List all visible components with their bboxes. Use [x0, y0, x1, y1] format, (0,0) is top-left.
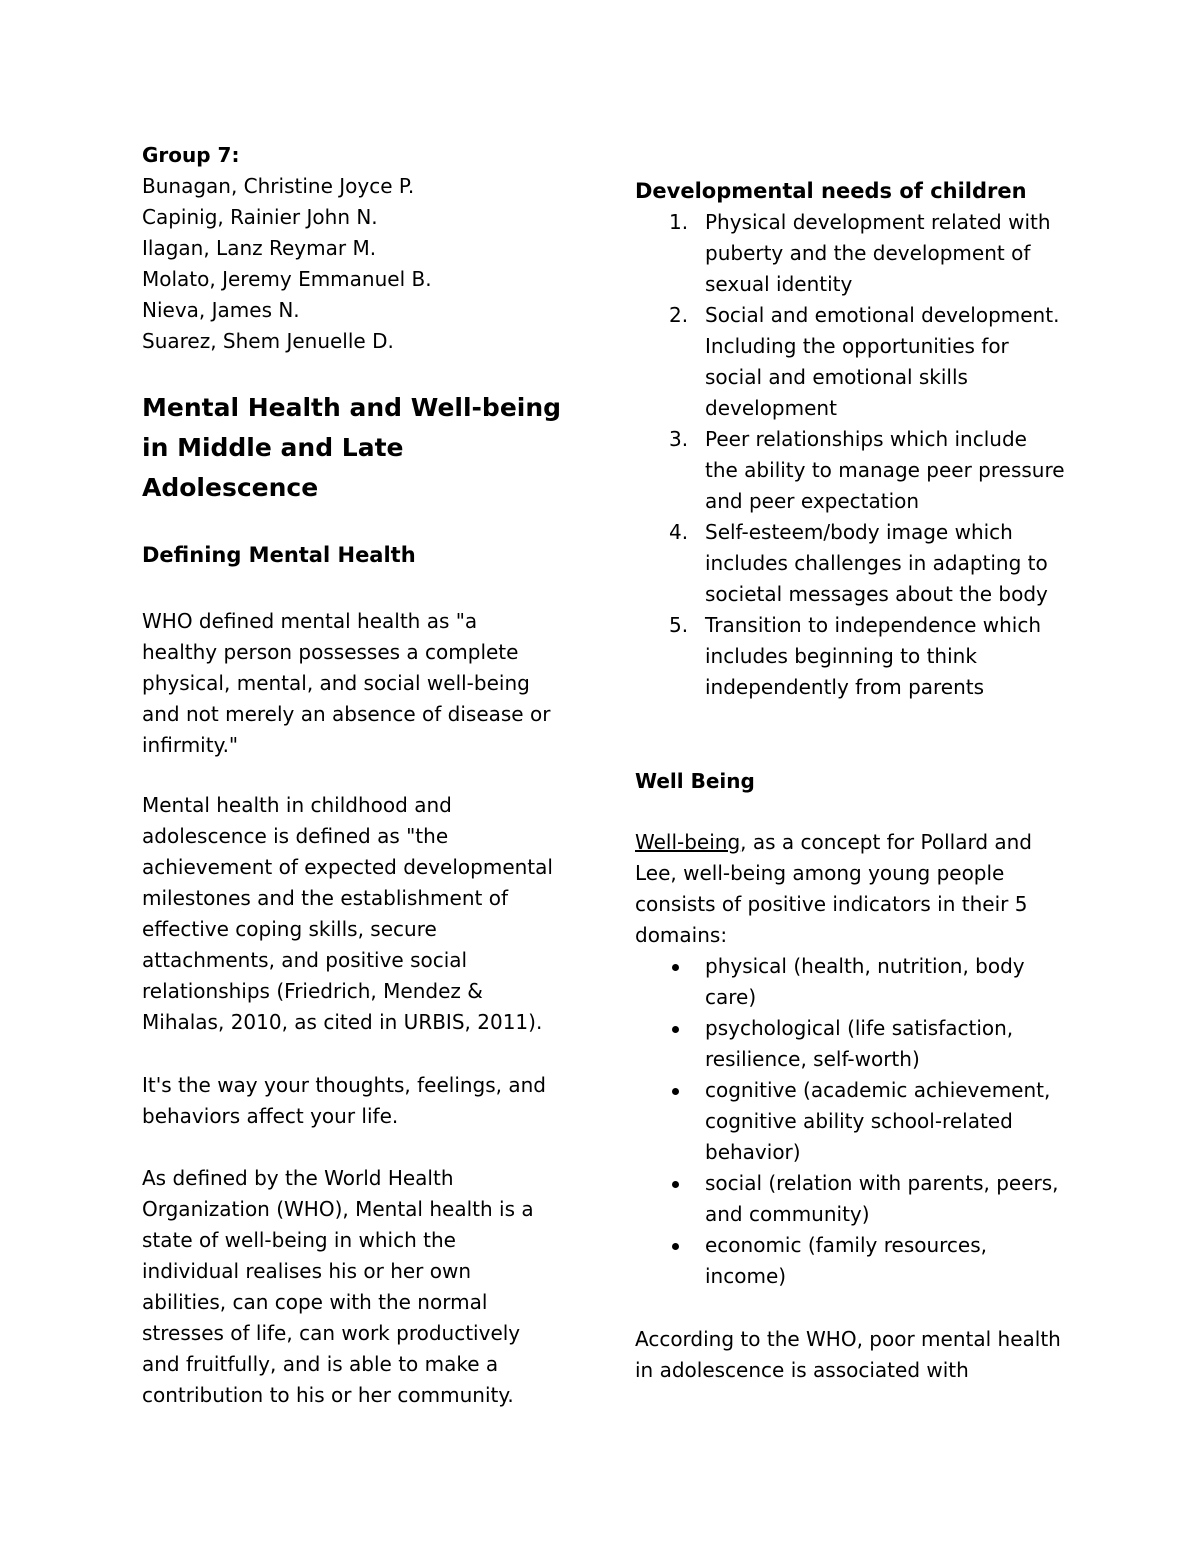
document-title-line: Mental Health and Well-being	[142, 393, 562, 422]
list-item-text: social (relation with parents, peers, and community)	[705, 1171, 1059, 1226]
group-block	[142, 140, 572, 357]
well-being-intro-text: , as a concept for Pollard and Lee, well-being among young people consists of positive indicators in their 5 domains:	[635, 830, 1032, 947]
list-item-text: Social and emotional development. Including the opportunities for social and emotional skills development	[705, 303, 1060, 420]
group-title: Group 7:	[142, 143, 240, 167]
list-number: 2.	[669, 303, 689, 327]
list-item-text: Self-esteem/body image which includes challenges in adapting to societal messages about the body	[705, 520, 1048, 606]
who-poor-mental-health-paragraph: According to the WHO, poor mental health in adolescence is associated with	[635, 1327, 1061, 1382]
group-member: Suarez, Shem Jenuelle D.	[142, 329, 394, 353]
developmental-needs-heading: Developmental needs of children	[635, 179, 1027, 203]
developmental-needs-list	[635, 207, 1065, 703]
childhood-definition-paragraph: Mental health in childhood and adolescence is defined as "the achievement of expected developmental milestones and the establishment of effective coping skills, secure attachments, and positive social relationships (Friedrich, Mendez & Mihalas, 2010, as cited in URBIS, 2011).	[142, 793, 553, 1034]
well-being-intro-paragraph	[635, 827, 1065, 951]
list-item-text: psychological (life satisfaction, resilience, self-worth)	[705, 1016, 1014, 1071]
group-member: Nieva, James N.	[142, 298, 300, 322]
bullet-icon	[672, 964, 679, 971]
list-item	[635, 951, 1065, 1013]
bullet-icon	[672, 1243, 679, 1250]
document-title-line: in Middle and Late	[142, 433, 404, 462]
well-being-heading: Well Being	[635, 769, 755, 793]
who-definition-paragraph: WHO defined mental health as "a healthy person possesses a complete physical, mental, and social well-being and not merely an absence of disease or infirmity."	[142, 609, 551, 757]
list-item-text: cognitive (academic achievement, cognitive ability school-related behavior)	[705, 1078, 1051, 1164]
well-being-term: Well-being	[635, 830, 741, 854]
list-item	[635, 424, 1065, 517]
list-item	[635, 1075, 1065, 1168]
list-number: 3.	[669, 427, 689, 451]
list-item-text: physical (health, nutrition, body care)	[705, 954, 1025, 1009]
list-item-text: Transition to independence which includes beginning to think independently from parents	[705, 613, 1042, 699]
document-title-line: Adolescence	[142, 473, 319, 502]
group-member: Capinig, Rainier John N.	[142, 205, 378, 229]
list-number: 5.	[669, 613, 689, 637]
list-number: 1.	[669, 210, 689, 234]
group-member: Ilagan, Lanz Reymar M.	[142, 236, 377, 260]
group-member: Molato, Jeremy Emmanuel B.	[142, 267, 432, 291]
list-item-text: Physical development related with puberty and the development of sexual identity	[705, 210, 1051, 296]
list-item-text: Peer relationships which include the ability to manage peer pressure and peer expectation	[705, 427, 1065, 513]
who-state-paragraph: As defined by the World Health Organization (WHO), Mental health is a state of well-being in which the individual realises his or her own abilities, can cope with the normal stresses of life, can work productively and fruitfully, and is able to make a contribution to his or her community.	[142, 1166, 534, 1407]
list-item	[635, 610, 1065, 703]
list-item	[635, 1013, 1065, 1075]
thoughts-paragraph: It's the way your thoughts, feelings, and behaviors affect your life.	[142, 1073, 547, 1128]
list-item-text: economic (family resources, income)	[705, 1233, 988, 1288]
document-title	[142, 388, 582, 508]
list-item	[635, 300, 1065, 424]
bullet-icon	[672, 1088, 679, 1095]
list-item	[635, 1230, 1065, 1292]
list-item	[635, 207, 1065, 300]
well-being-domains-list	[635, 951, 1065, 1292]
list-item	[635, 517, 1065, 610]
list-item	[635, 1168, 1065, 1230]
bullet-icon	[672, 1026, 679, 1033]
bullet-icon	[672, 1181, 679, 1188]
list-number: 4.	[669, 520, 689, 544]
group-member: Bunagan, Christine Joyce P.	[142, 174, 415, 198]
defining-mental-health-heading: Defining Mental Health	[142, 543, 416, 567]
